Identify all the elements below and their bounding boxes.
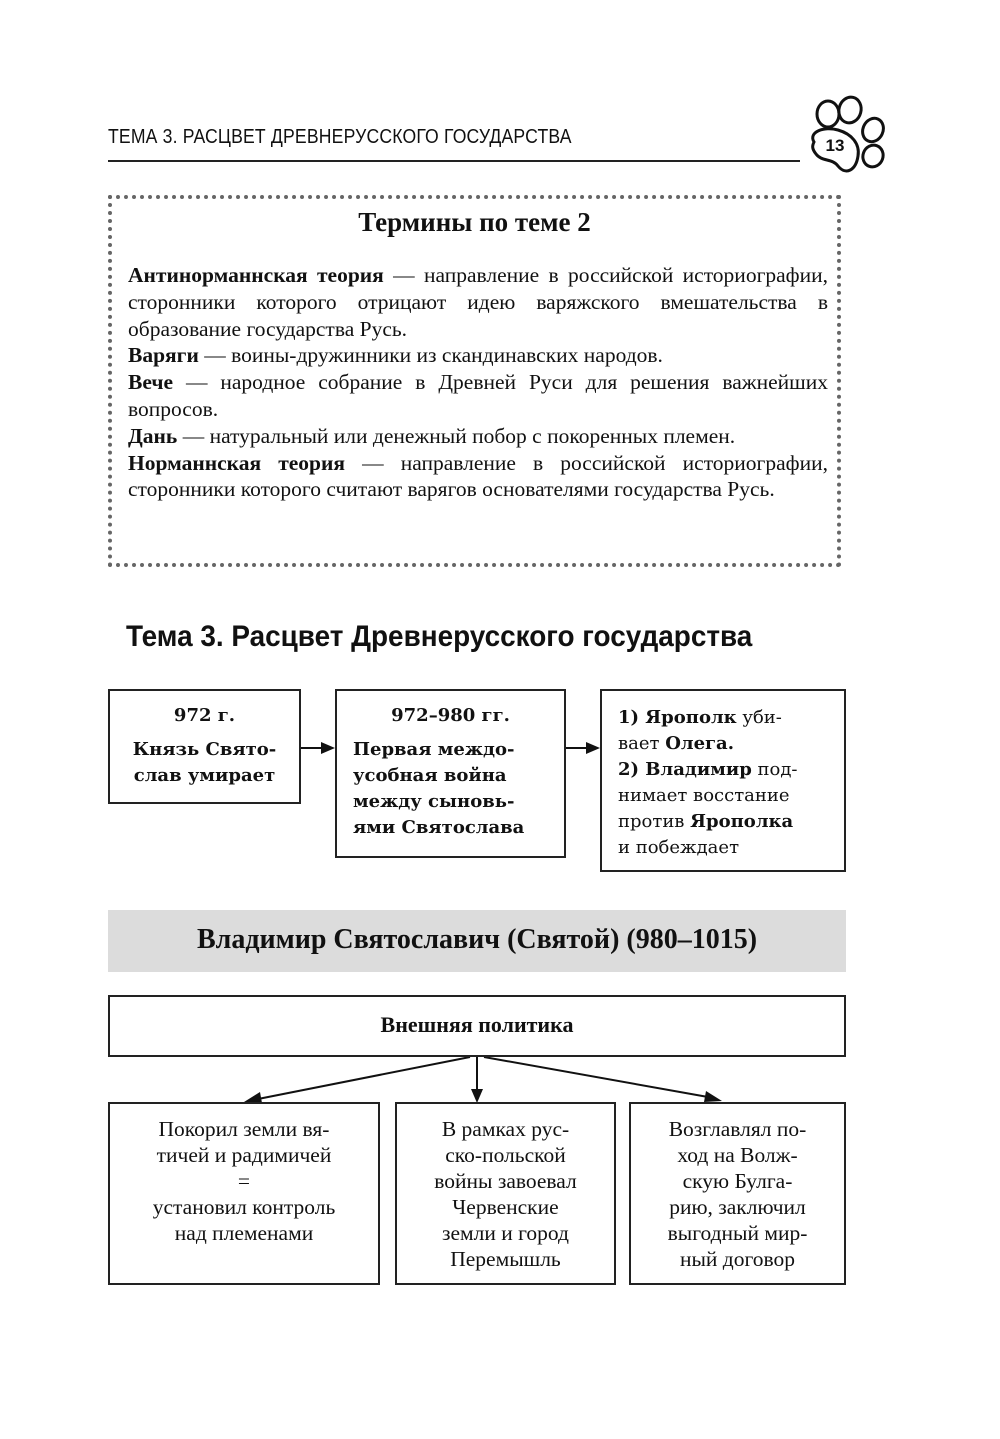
term-entry: [128, 369, 828, 423]
arrow-down-icon: [471, 1057, 483, 1103]
page-number: 13: [825, 136, 845, 155]
plain-text: под-: [751, 759, 798, 780]
step-line: между сыновь-: [353, 791, 515, 812]
step-line: [618, 757, 844, 783]
policy-line: Перемышль: [450, 1247, 561, 1271]
terms-list: [128, 262, 828, 503]
bold-text: 2) Владимир: [618, 759, 752, 780]
plain-text: уби-: [736, 707, 782, 728]
step-line: Князь Свято-: [132, 739, 277, 760]
step-line: Первая междо-: [353, 739, 515, 760]
term-name: Дань: [128, 423, 178, 448]
flow-step-2: [335, 689, 566, 858]
flow-step-1: [108, 689, 301, 804]
policy-line: войны завоевал: [434, 1169, 577, 1193]
policy-item-3: [629, 1102, 846, 1285]
policy-line: Покорил земли вя-: [158, 1117, 330, 1141]
policy-line: установил контроль: [152, 1195, 336, 1219]
policy-line: над племенами: [174, 1221, 314, 1245]
terms-title: Термины по теме 2: [358, 207, 591, 237]
policy-line: Червенские: [452, 1195, 559, 1219]
policy-line: ско-польской: [445, 1143, 566, 1167]
policy-line: ход на Волж-: [677, 1143, 798, 1167]
arrow-left-icon: [244, 1057, 470, 1103]
step-line: [618, 705, 844, 731]
branch-arrows: [230, 1057, 730, 1105]
header-rule: [108, 160, 800, 162]
plain-text: нимает восстание: [618, 785, 790, 806]
flow-step-3: [600, 689, 846, 872]
bold-text: Олега.: [665, 733, 734, 754]
term-name: Вече: [128, 370, 174, 395]
policy-line: рию, заключил: [669, 1195, 806, 1219]
step-line: ями Святослава: [353, 817, 525, 838]
policy-title: Внешняя политика: [380, 1012, 574, 1037]
step-line: [618, 809, 844, 835]
policy-line: Возглавлял по-: [668, 1117, 807, 1141]
plain-text: вает: [618, 733, 666, 754]
policy-item-2: [395, 1102, 616, 1285]
term-definition: — направление в российской историографии, сторонники которого отрицают идею варяжского вмешательства в образование государства Русь.: [128, 263, 828, 341]
policy-item-1: [108, 1102, 380, 1285]
policy-line: тичей и радимичей: [156, 1143, 332, 1167]
step-line: усобная война: [353, 765, 507, 786]
section-title: Тема 3. Расцвет Древнерусского государства: [126, 620, 753, 653]
step-description: [337, 737, 564, 841]
policy-line: выгодный мир-: [667, 1221, 808, 1245]
term-definition: — натуральный или денежный побор с покоренных племен.: [177, 423, 736, 448]
step-line: [618, 783, 844, 809]
term-definition: — воины-дружинники из скандинавских народов.: [198, 343, 663, 368]
term-definition: — направление в российской историографии, сторонники которого считают варягов основателями государства Русь.: [128, 450, 828, 502]
term-entry: [128, 450, 828, 504]
policy-line: =: [237, 1169, 251, 1193]
term-name: Антинорманнская теория: [128, 263, 384, 287]
plain-text: против: [618, 811, 691, 832]
policy-line: земли и город: [442, 1221, 569, 1245]
step-line: [618, 731, 844, 757]
term-entry: [128, 262, 828, 342]
running-header: ТЕМА 3. РАСЦВЕТ ДРЕВНЕРУССКОГО ГОСУДАРСТВА: [108, 126, 572, 148]
step-line: [618, 835, 844, 861]
policy-box: [108, 995, 846, 1057]
arrow-right-icon: [566, 740, 600, 756]
step-description: [110, 737, 299, 789]
term-name: Варяги: [128, 343, 199, 368]
policy-line: скую Булга-: [682, 1169, 793, 1193]
step-date: 972 г.: [173, 705, 236, 726]
policy-line: ный договор: [679, 1247, 796, 1271]
term-name: Норманнская теория: [128, 450, 346, 475]
ruler-banner-title: Владимир Святославич (Святой) (980–1015): [196, 924, 758, 955]
term-definition: — народное собрание в Древней Руси для решения важнейших вопросов.: [128, 370, 828, 421]
term-entry: [128, 342, 828, 369]
step-line: слав умирает: [133, 765, 276, 786]
policy-line: В рамках рус-: [441, 1117, 570, 1141]
step-date: 972–980 гг.: [391, 705, 510, 726]
plain-text: и побеждает: [618, 837, 740, 858]
bold-text: Ярополка: [690, 811, 794, 832]
arrow-right-down-icon: [484, 1057, 722, 1102]
arrow-right-icon: [301, 740, 335, 756]
term-entry: [128, 423, 828, 450]
bold-text: 1) Ярополк: [618, 707, 737, 728]
